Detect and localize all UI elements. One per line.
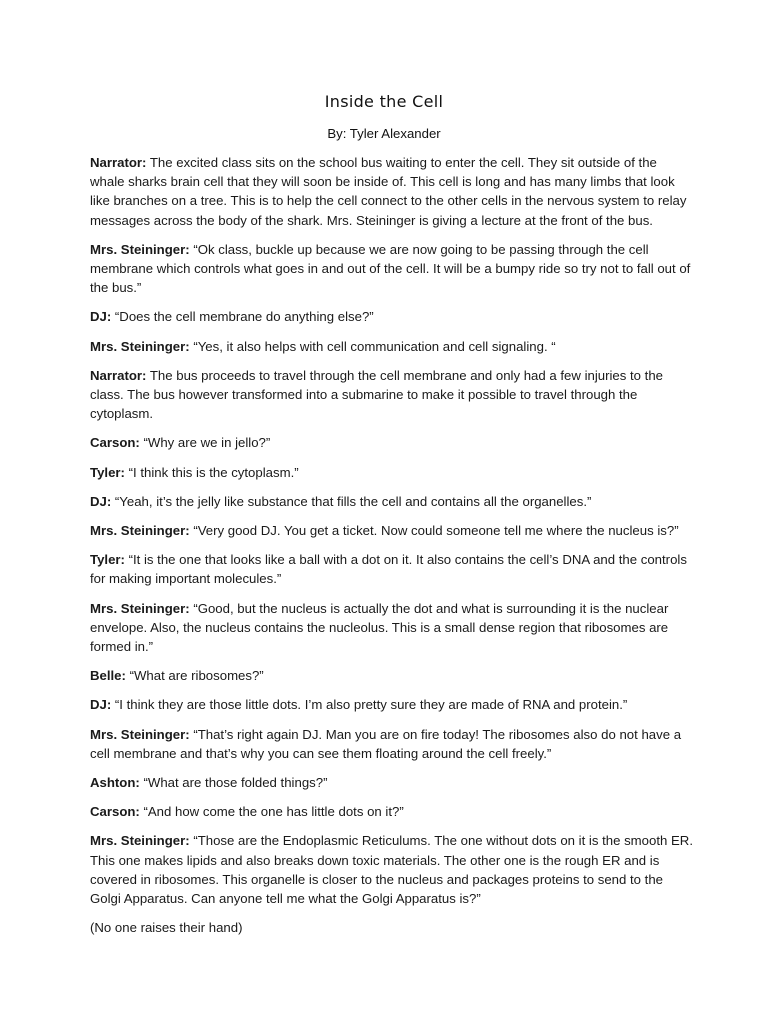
dialogue-paragraph xyxy=(90,666,694,685)
speaker-label: Carson: xyxy=(90,435,140,451)
dialogue-text: “It is the one that looks like a ball with a dot on it. It also contains the cell’s DNA and the controls for making important molecules.” xyxy=(90,552,687,587)
dialogue-paragraph xyxy=(90,521,694,540)
speaker-label: Belle: xyxy=(90,668,126,684)
speaker-label: Ashton: xyxy=(90,775,140,791)
dialogue-text: “What are those folded things?” xyxy=(139,775,328,791)
document-byline: By: Tyler Alexander xyxy=(327,126,441,141)
dialogue-text: The excited class sits on the school bus waiting to enter the cell. They sit outside of the whale sharks brain cell that they will soon be inside of. This cell is long and has many limbs that look like branches on a tree. This is to help the cell connect to the other cells in the nervous system to relay messages across the body of the shark. Mrs. Steininger is giving a lecture at the front of the bus. xyxy=(90,155,687,228)
speaker-label: Mrs. Steininger: xyxy=(90,523,190,539)
dialogue-paragraph xyxy=(90,831,694,908)
dialogue-text: “Very good DJ. You get a ticket. Now could someone tell me where the nucleus is?” xyxy=(189,523,679,539)
speaker-label: Mrs. Steininger: xyxy=(90,726,190,742)
dialogue-paragraph xyxy=(90,366,694,424)
dialogue-paragraph xyxy=(90,550,694,588)
dialogue-paragraph xyxy=(90,153,694,230)
dialogue-paragraph xyxy=(90,307,694,326)
dialogue-paragraph xyxy=(90,463,694,482)
dialogue-text: “What are ribosomes?” xyxy=(125,668,264,684)
dialogue-paragraph xyxy=(90,802,694,821)
dialogue-text: “Good, but the nucleus is actually the dot and what is surrounding it is the nuclear envelope. Also, the nucleus contains the nucleolus. This is a small dense region that ribosomes are formed in.” xyxy=(90,600,669,655)
dialogue-paragraph xyxy=(90,599,694,657)
dialogue-text: “I think this is the cytoplasm.” xyxy=(124,464,299,480)
dialogue-text: (No one raises their hand) xyxy=(90,920,243,936)
dialogue-text: “Those are the Endoplasmic Reticulums. The one without dots on it is the smooth ER. This one makes lipids and also breaks down toxic materials. The other one is the rough ER and is covered in ribosomes. This organelle is closer to the nucleus and packages proteins to send to the Golgi Apparatus. Can anyone tell me what the Golgi Apparatus is?” xyxy=(90,833,693,907)
document-title: Inside the Cell xyxy=(324,92,444,111)
dialogue-text: “Ok class, buckle up because we are now going to be passing through the cell membrane which controls what goes in and out of the cell. It will be a bumpy ride so try not to fall out of the bus.” xyxy=(90,241,691,296)
dialogue-text: “Yes, it also helps with cell communication and cell signaling. “ xyxy=(189,338,556,354)
dialogue-text: “Yeah, it’s the jelly like substance that fills the cell and contains all the organelles.” xyxy=(111,493,592,509)
dialogue-paragraph xyxy=(90,240,694,298)
dialogue-text: “That’s right again DJ. Man you are on fire today! The ribosomes also do not have a cell membrane and that’s why you can see them floating around the cell freely.” xyxy=(90,726,682,761)
dialogue-text: “Does the cell membrane do anything else?” xyxy=(111,309,374,325)
dialogue-paragraph xyxy=(90,337,694,356)
dialogue-paragraph xyxy=(90,773,694,792)
speaker-label: DJ: xyxy=(90,697,112,713)
speaker-label: Carson: xyxy=(90,804,140,820)
dialogue-text: “Why are we in jello?” xyxy=(139,435,271,451)
stage-direction xyxy=(90,918,694,937)
dialogue-text: “And how come the one has little dots on it?” xyxy=(139,804,404,820)
dialogue-paragraph xyxy=(90,695,694,714)
speaker-label: Mrs. Steininger: xyxy=(90,600,190,616)
document-body xyxy=(90,153,694,948)
dialogue-paragraph xyxy=(90,725,694,763)
dialogue-text: “I think they are those little dots. I’m also pretty sure they are made of RNA and protein.” xyxy=(111,697,628,713)
speaker-label: Narrator: xyxy=(90,367,147,383)
speaker-label: Mrs. Steininger: xyxy=(90,833,190,849)
speaker-label: Mrs. Steininger: xyxy=(90,338,190,354)
speaker-label: Tyler: xyxy=(90,552,125,568)
dialogue-text: The bus proceeds to travel through the cell membrane and only had a few injuries to the class. The bus however transformed into a submarine to make it possible to travel through the cytoplasm. xyxy=(90,367,664,422)
dialogue-paragraph xyxy=(90,492,694,511)
speaker-label: Narrator: xyxy=(90,155,147,170)
speaker-label: Tyler: xyxy=(90,464,125,480)
speaker-label: DJ: xyxy=(90,309,112,325)
dialogue-paragraph xyxy=(90,433,694,452)
speaker-label: DJ: xyxy=(90,493,112,509)
speaker-label: Mrs. Steininger: xyxy=(90,241,190,257)
